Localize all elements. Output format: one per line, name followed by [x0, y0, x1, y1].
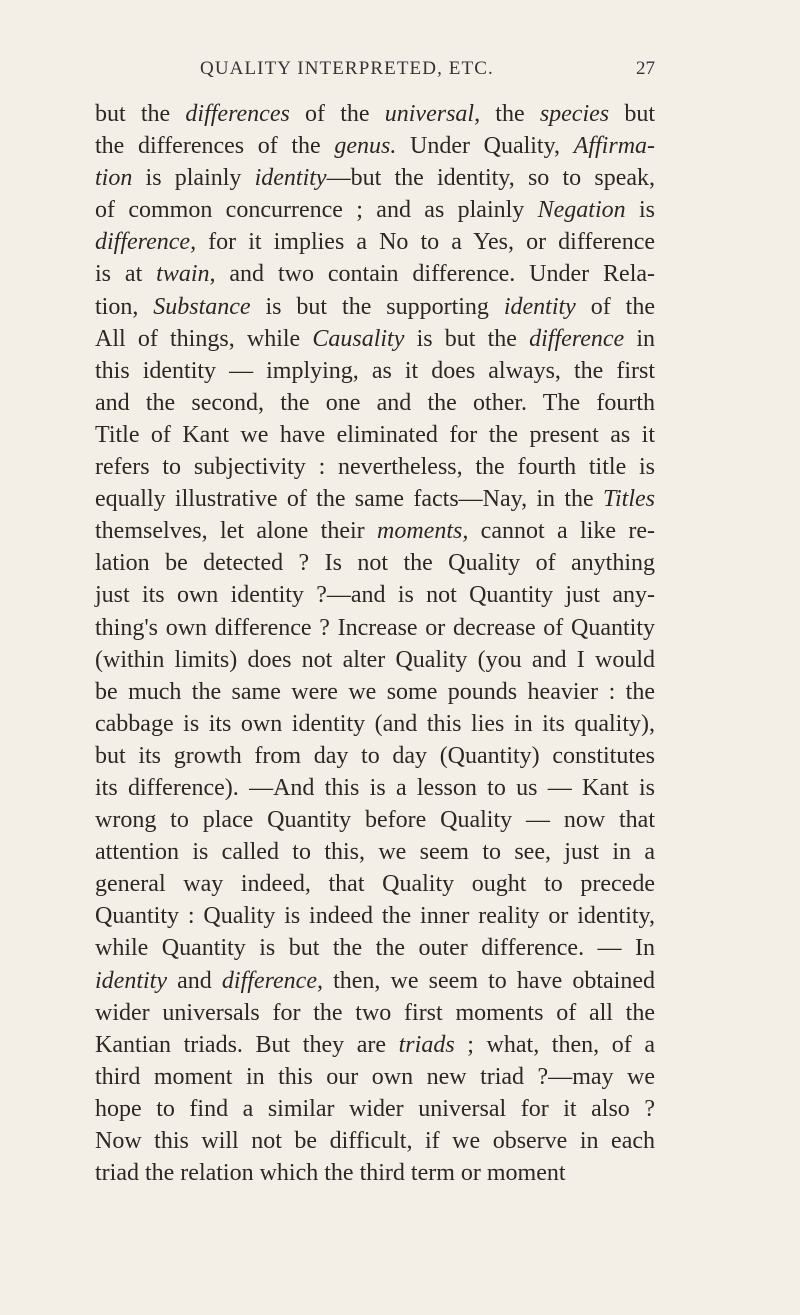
text-line	[95, 323, 655, 355]
text-run: but	[609, 101, 655, 127]
text-line	[95, 997, 655, 1029]
text-run: is plainly	[132, 165, 255, 192]
page-number: 27	[636, 58, 655, 79]
italic-term: Causality	[312, 325, 405, 352]
italic-term: Substance	[153, 293, 251, 320]
text-line	[95, 194, 655, 226]
text-run: tion,	[95, 293, 154, 320]
italic-term: triads	[398, 1031, 455, 1058]
running-head	[95, 58, 655, 82]
italic-term: species	[539, 101, 610, 127]
text-run: the	[480, 101, 540, 127]
text-line	[95, 804, 655, 836]
italic-term: genus.	[334, 133, 397, 160]
text-line	[95, 1157, 655, 1189]
text-run: and	[166, 967, 222, 994]
text-line	[95, 1061, 655, 1093]
text-run: Under Quality,	[396, 133, 574, 160]
text-run: of common concurrence ; and as plainly	[95, 197, 538, 224]
text-line	[95, 868, 655, 900]
text-run: —but the identity, so to speak,	[326, 165, 655, 192]
text-line	[95, 515, 655, 547]
text-run: triad the relation which the third term or moment	[95, 1160, 566, 1187]
text-run: All of things, while	[95, 325, 313, 352]
text-run: for it implies a No to a Yes, or difference	[196, 229, 655, 256]
text-line	[95, 130, 655, 162]
text-line	[95, 387, 655, 419]
running-title: QUALITY INTERPRETED, ETC.	[200, 58, 494, 79]
text-line	[95, 772, 655, 804]
text-line	[95, 1125, 655, 1157]
italic-term: twain,	[156, 261, 216, 288]
text-run: wrong to place Quantity before Quality — now that	[95, 807, 655, 834]
text-line	[95, 932, 655, 964]
italic-term: identity	[95, 967, 167, 994]
text-run: while Quantity is but the the outer difference. — In	[95, 935, 655, 962]
text-run: this identity — implying, as it does always, the first	[95, 357, 655, 384]
text-line	[95, 355, 655, 387]
text-run: but the	[95, 101, 186, 127]
text-run: cannot a like re-	[468, 518, 655, 545]
text-run: attention is called to this, we seem to see, just in a	[95, 839, 655, 866]
text-run: in	[624, 325, 656, 352]
text-run: and the second, the one and the other. The fourth	[95, 389, 655, 416]
text-run: just its own identity ?—and is not Quantity just any-	[95, 582, 655, 609]
text-line	[95, 258, 655, 290]
text-line	[95, 644, 655, 676]
text-run: but its growth from day to day (Quantity) constitutes	[95, 742, 655, 769]
text-run: wider universals for the two first moments of all the	[95, 999, 655, 1026]
italic-term: difference,	[95, 229, 197, 256]
italic-term: difference	[529, 325, 625, 352]
italic-term: difference,	[221, 967, 323, 994]
text-line	[95, 836, 655, 868]
text-run: Quantity : Quality is indeed the inner reality or identity,	[95, 903, 655, 930]
text-run: the differences of the	[95, 133, 335, 160]
text-line	[95, 708, 655, 740]
text-line	[95, 1029, 655, 1061]
text-run: Kantian triads. But they are	[95, 1031, 399, 1058]
italic-term: identity	[503, 293, 576, 320]
italic-term: differences	[185, 101, 290, 127]
text-run: refers to subjectivity : nevertheless, the fourth title is	[95, 454, 655, 481]
italic-term: tion	[95, 165, 133, 192]
text-run: and two contain difference. Under Rela-	[215, 261, 656, 288]
text-line	[95, 98, 655, 130]
italic-term: Negation	[537, 197, 626, 224]
text-line	[95, 226, 655, 258]
text-line	[95, 676, 655, 708]
text-run: ; what, then, of a	[454, 1031, 655, 1058]
text-line	[95, 965, 655, 997]
text-run: thing's own difference ? Increase or decrease of Quantity	[95, 614, 655, 641]
text-run: themselves, let alone their	[95, 518, 377, 545]
text-line	[95, 419, 655, 451]
text-run: (within limits) does not alter Quality (you and I would	[95, 646, 655, 673]
text-line	[95, 900, 655, 932]
text-run: be much the same were we some pounds heavier : the	[95, 678, 655, 705]
text-run: its difference). —And this is a lesson to us — Kant is	[95, 774, 655, 801]
italic-term: moments,	[377, 518, 469, 545]
text-line	[95, 547, 655, 579]
text-line	[95, 162, 655, 194]
text-line	[95, 740, 655, 772]
text-run: is at	[95, 261, 157, 288]
text-line	[95, 483, 655, 515]
text-run: hope to find a similar wider universal for it also ?	[95, 1095, 655, 1122]
text-run: cabbage is its own identity (and this lies in its quality),	[95, 710, 655, 737]
text-run: equally illustrative of the same facts—Nay, in the	[95, 486, 603, 513]
text-run: of the	[289, 101, 385, 127]
italic-term: Affirma-	[573, 133, 656, 160]
text-line	[95, 579, 655, 611]
text-run: third moment in this our own new triad ?—may we	[95, 1063, 655, 1090]
italic-term: identity	[254, 165, 327, 192]
text-run: general way indeed, that Quality ought to precede	[95, 871, 655, 898]
text-line	[95, 291, 655, 323]
italic-term: Titles	[602, 486, 655, 513]
text-run: then, we seem to have obtained	[322, 967, 655, 994]
text-line	[95, 1093, 655, 1125]
text-run: is but the supporting	[250, 293, 504, 320]
text-line	[95, 451, 655, 483]
text-run: is but the	[404, 325, 530, 352]
italic-term: universal,	[384, 101, 481, 127]
text-run: is	[625, 197, 655, 224]
text-run: Title of Kant we have eliminated for the present as it	[95, 421, 655, 448]
body-text	[95, 98, 655, 1189]
text-line	[95, 612, 655, 644]
text-run: Now this will not be difficult, if we observe in each	[95, 1128, 655, 1154]
text-run: of the	[575, 293, 655, 320]
text-run: lation be detected ? Is not the Quality of anything	[95, 550, 655, 577]
